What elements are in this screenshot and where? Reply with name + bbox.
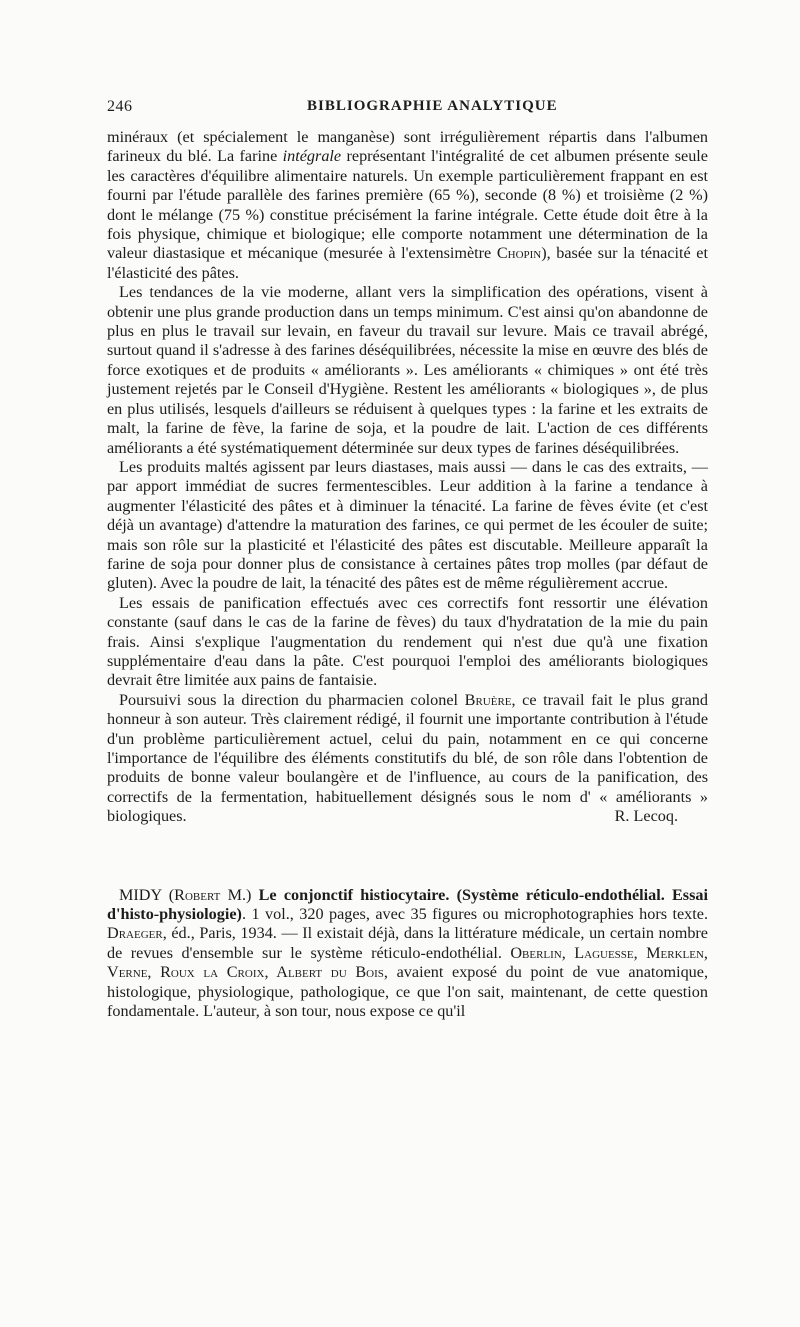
page-number: 246 bbox=[107, 98, 133, 115]
text-run: minéraux (et spécialement le manganèse) sont irrégulièrement répartis dans l'albumen farineux du blé. La farine bbox=[107, 128, 708, 166]
paragraph bbox=[107, 128, 708, 283]
reviewer-signature: R. Lecoq. bbox=[614, 807, 678, 826]
paragraph bbox=[107, 886, 708, 1022]
text-run: , ce travail fait le plus grand honneur à son auteur. Très clairement rédigé, il fournit une importante contribution à l'étude d'un problème particulièrement actuel, celui du pain, notamment en ce qui concerne l'importance de l'équilibre des éléments constitutifs du blé, de son rôle dans l'obtention de produits de bonne valeur boulangère et de l'influence, au cours de la panification, des correctifs de la fermentation, habituellement désignés sous le nom d' « améliorants » biologiques. bbox=[107, 690, 708, 826]
paragraph: Les tendances de la vie moderne, allant vers la simplification des opérations, visent à obtenir une plus grande production dans un temps minimum. C'est ainsi qu'on abandonne de plus en plus le travail sur levain, en faveur du travail sur levure. Mais ce travail abrégé, surtout quand il s'adresse à des farines déséquilibrées, nécessite la mise en œuvre des blés de force exotiques et de produits « améliorants ». Les améliorants « chimiques » ont été très justement rejetés par le Conseil d'Hygiène. Restent les améliorants « biologiques », de plus en plus utilisés, lesquels d'ailleurs se réduisent à quelques types : la farine et les extraits de malt, la farine de fève, la farine de soja, et la poudre de lait. L'action de ces différents améliorants a été systématiquement déterminée sur deux types de farines déséquilibrées. bbox=[107, 283, 708, 457]
text-run: ), basée sur la ténacité et l'élasticité des pâtes. bbox=[107, 244, 708, 282]
text-run: , avaient exposé du point de vue anatomique, histologique, physiologique, pathologique, ce que l'on sait, maintenant, de cette question fondamentale. L'auteur, à son tour, nous expose ce qu'il bbox=[107, 963, 708, 1021]
book-title: Le conjonctif histiocytaire. (Système réticulo-endothélial. Essai d'histo-physiologie) bbox=[107, 885, 708, 924]
author-name: MIDY ( bbox=[119, 885, 175, 904]
text-run: M.) bbox=[220, 885, 259, 904]
paragraph: Les produits maltés agissent par leurs diastases, mais aussi — dans le cas des extraits, — par apport immédiat de sucres fermentescibles. Leur addition à la farine a tendance à augmenter l'élasticité des pâtes et à diminuer la ténacité. La farine de fèves évite (et c'est déjà un avantage) d'attendre la maturation des farines, ce qui permet de les écouler de suite; mais son rôle sur la plasticité et l'élasticité des pâtes est discutable. Meilleure apparaît la farine de soja pour donner plus de consistance à certaines pâtes trop molles (par défaut de gluten). Avec la poudre de lait, la ténacité des pâtes est de même régulièrement accrue. bbox=[107, 457, 708, 593]
text-run: . 1 vol., 320 pages, avec 35 figures ou microphotographies hors texte. bbox=[241, 905, 708, 924]
review-lecoq bbox=[107, 128, 708, 846]
page-body bbox=[107, 128, 708, 1021]
text-run: Poursuivi sous la direction du pharmacien colonel bbox=[119, 690, 465, 709]
publisher-name: Draeger bbox=[107, 924, 163, 943]
text-run: représentant l'intégralité de cet albumen présente seule les caractères d'équilibre alimentaire naturels. Un exemple particulièrement frappant en est fourni par l'étude parallèle des farines première (65 %), seconde (8 %) et troisième (2 %) dont le mélange (75 %) constitue précisément la farine intégrale. Cette étude doit être à la fois physique, chimique et biologique; elle comporte notamment une détermination de la valeur diastasique et mécanique (mesurée à l'extensimètre bbox=[107, 147, 708, 263]
author-first-name: Robert bbox=[174, 885, 221, 904]
cited-names: Oberlin, Laguesse, Merklen, Verne, Roux la Croix, Albert du Bois bbox=[107, 943, 708, 982]
signature-line bbox=[107, 807, 708, 846]
page-header bbox=[107, 98, 708, 120]
text-run: , éd., Paris, 1934. — Il existait déjà, dans la littérature médicale, un certain nombre de revues d'ensemble sur le système réticulo-endothélial. bbox=[107, 924, 708, 962]
running-head: BIBLIOGRAPHIE ANALYTIQUE bbox=[307, 98, 558, 114]
italic-term: intégrale bbox=[282, 147, 342, 166]
review-midy bbox=[107, 886, 708, 1022]
cited-name: Chopin bbox=[496, 244, 542, 263]
paragraph: Les essais de panification effectués avec ces correctifs font ressortir une élévation constante (sauf dans le cas de la farine de fèves) du taux d'hydratation de la mie du pain frais. Ainsi s'explique l'augmentation du rendement qui n'est due qu'à une fixation supplémentaire d'eau dans la pâte. C'est pourquoi l'emploi des améliorants biologiques devrait être limitée aux pains de fantaisie. bbox=[107, 593, 708, 690]
cited-name: Bruère bbox=[464, 690, 512, 709]
